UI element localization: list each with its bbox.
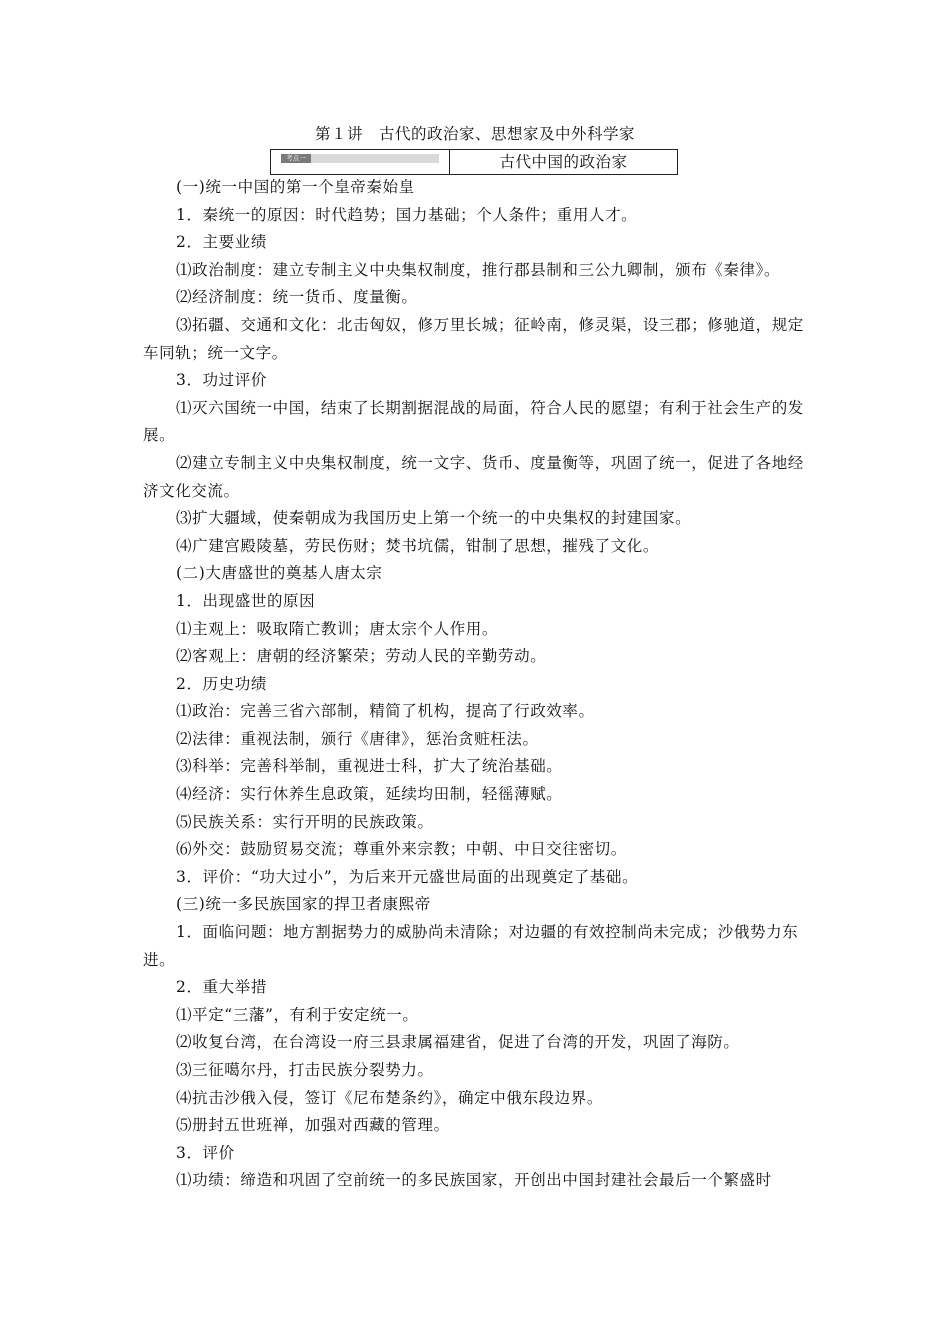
paragraph: 2．历史功绩: [176, 674, 267, 693]
paragraph: ⑴政治：完善三省六部制，精简了机构，提高了行政效率。: [176, 702, 595, 721]
kaodian-tag-label: 考点一: [281, 154, 311, 163]
kaodian-tag-bar: [281, 154, 439, 163]
paragraph: ⑵客观上：唐朝的经济繁荣；劳动人民的辛勤劳动。: [176, 647, 547, 666]
paragraph: ⑴功绩：缔造和巩固了空前统一的多民族国家，开创出中国封建社会最后一个繁盛时: [176, 1171, 772, 1190]
paragraph: ⑴灭六国统一中国，结束了长期割据混战的局面，符合人民的愿望；有利于社会生产的发展。: [143, 398, 804, 445]
paragraph: ⑷经济：实行休养生息政策，延续均田制，轻徭薄赋。: [176, 785, 563, 804]
paragraph: (一)统一中国的第一个皇帝秦始皇: [176, 178, 415, 196]
paragraph: 2．主要业绩: [176, 233, 267, 252]
paragraph: (三)统一多民族国家的捍卫者康熙帝: [176, 895, 431, 914]
body-text: [143, 174, 815, 1195]
kaodian-tag-cell: [271, 150, 450, 174]
kaodian-header: [270, 149, 678, 175]
paragraph: ⑸册封五世班禅，加强对西藏的管理。: [176, 1116, 450, 1135]
paragraph: ⑷广建宫殿陵墓，劳民伤财；焚书坑儒，钳制了思想，摧残了文化。: [176, 536, 660, 555]
paragraph: 1．秦统一的原因：时代趋势；国力基础；个人条件；重用人才。: [176, 205, 638, 224]
paragraph: ⑴平定“三藩”，有利于安定统一。: [176, 1005, 419, 1024]
paragraph: ⑵法律：重视法制，颁行《唐律》，惩治贪赃枉法。: [176, 729, 539, 748]
paragraph: 3．评价: [176, 1143, 235, 1162]
paragraph: ⑵收复台湾，在台湾设一府三县隶属福建省，促进了台湾的开发，巩固了海防。: [176, 1033, 740, 1052]
paragraph: ⑴政治制度：建立专制主义中央集权制度，推行郡县制和三公九卿制，颁布《秦律》。: [176, 260, 781, 279]
paragraph: ⑶科举：完善科举制，重视进士科，扩大了统治基础。: [176, 757, 563, 776]
paragraph: ⑴主观上：吸取隋亡教训；唐太宗个人作用。: [176, 619, 499, 638]
paragraph: 3．评价：“功大过小”，为后来开元盛世局面的出现奠定了基础。: [176, 867, 639, 886]
paragraph: ⑶拓疆、交通和文化：北击匈奴，修万里长城；征岭南，修灵渠，设三郡；修驰道，规定车同轨；统一文字。: [143, 315, 804, 362]
kaodian-heading: 古代中国的政治家: [499, 153, 628, 171]
paragraph: 2．重大举措: [176, 978, 267, 997]
lecture-title: 第１讲 古代的政治家、思想家及中外科学家: [314, 125, 635, 143]
paragraph: 1．出现盛世的原因: [176, 591, 316, 610]
paragraph: 1．面临问题：地方割据势力的威胁尚未清除；对边疆的有效控制尚未完成；沙俄势力东进。: [143, 923, 799, 969]
paragraph: ⑷抗击沙俄入侵，签订《尼布楚条约》，确定中俄东段边界。: [176, 1088, 603, 1107]
paragraph: 3．功过评价: [176, 371, 267, 390]
paragraph: (二)大唐盛世的奠基人唐太宗: [176, 564, 383, 583]
paragraph: ⑶扩大疆域，使秦朝成为我国历史上第一个统一的中央集权的封建国家。: [176, 509, 692, 528]
paragraph: ⑸民族关系：实行开明的民族政策。: [176, 812, 434, 831]
paragraph: ⑹外交：鼓励贸易交流；尊重外来宗教；中朝、中日交往密切。: [176, 840, 627, 859]
paragraph: ⑶三征噶尔丹，打击民族分裂势力。: [176, 1061, 434, 1079]
paragraph: ⑵建立专制主义中央集权制度，统一文字、货币、度量衡等，巩固了统一，促进了各地经济文化交流。: [143, 453, 804, 500]
paragraph: ⑵经济制度：统一货币、度量衡。: [176, 288, 418, 307]
